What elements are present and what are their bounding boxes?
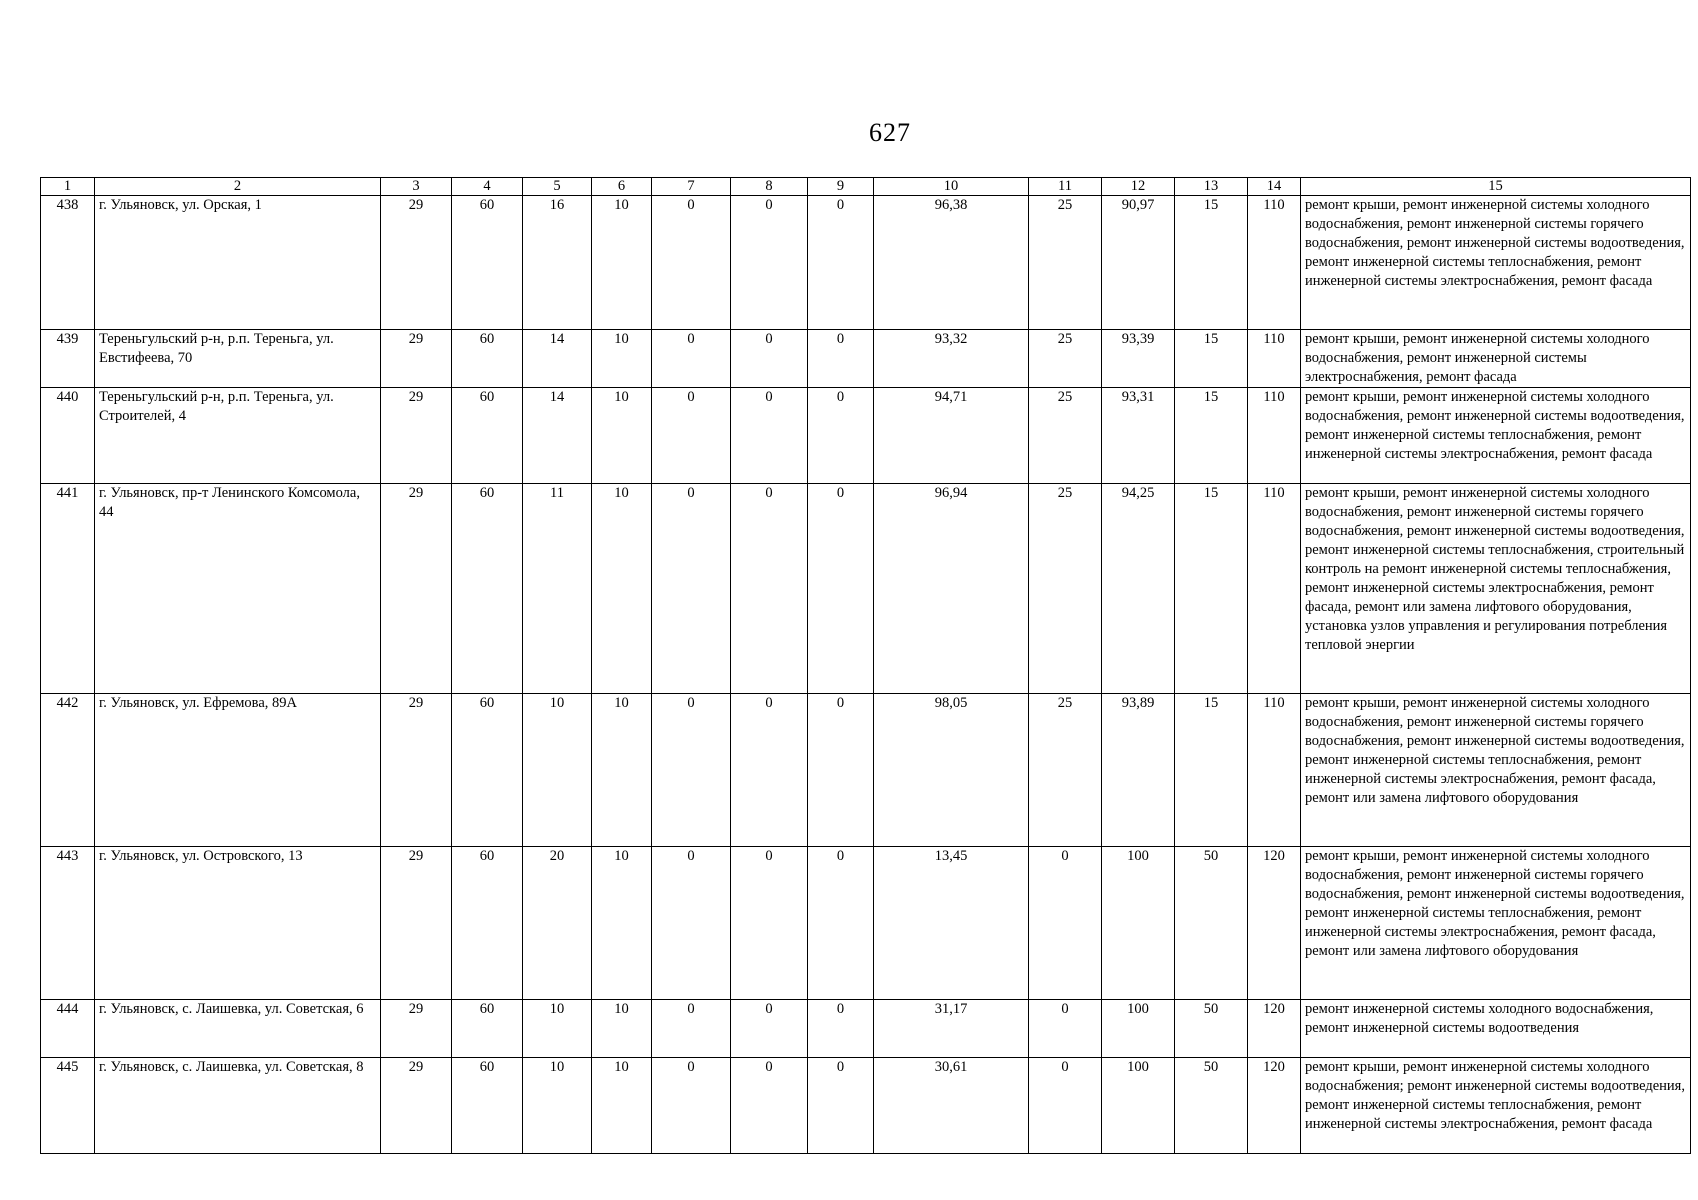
value-cell: 15	[1175, 330, 1248, 388]
value-cell: 100	[1102, 847, 1175, 1000]
value-cell: 110	[1248, 484, 1301, 694]
value-cell: 0	[731, 847, 808, 1000]
value-cell: 29	[381, 694, 452, 847]
works-cell: ремонт крыши, ремонт инженерной системы холодного водоснабжения, ремонт инженерной системы горячего водоснабжения, ремонт инженерной системы водоотведения, ремонт инженерной системы теплоснабжения, ремонт инженерной системы электроснабжения, ремонт фасада, ремонт или замена лифтового оборудования	[1301, 694, 1691, 847]
value-cell: 10	[523, 694, 592, 847]
value-cell: 110	[1248, 196, 1301, 330]
value-cell: 0	[652, 388, 731, 484]
works-cell: ремонт крыши, ремонт инженерной системы холодного водоснабжения, ремонт инженерной системы водоотведения, ремонт инженерной системы теплоснабжения, ремонт инженерной системы электроснабжения, ремонт фасада	[1301, 388, 1691, 484]
works-cell: ремонт крыши, ремонт инженерной системы холодного водоснабжения, ремонт инженерной системы горячего водоснабжения, ремонт инженерной системы водоотведения, ремонт инженерной системы теплоснабжения, строительный контроль на ремонт инженерной системы теплоснабжения, ремонт инженерной системы электроснабжения, ремонт фасада, ремонт или замена лифтового оборудования, установка узлов управления и регулирования потребления тепловой энергии	[1301, 484, 1691, 694]
value-cell: 25	[1029, 196, 1102, 330]
value-cell: 0	[731, 330, 808, 388]
value-cell: 29	[381, 196, 452, 330]
table-header	[41, 178, 1691, 196]
value-cell: 10	[592, 484, 652, 694]
value-cell: 96,38	[874, 196, 1029, 330]
value-cell: 20	[523, 847, 592, 1000]
column-header: 9	[808, 178, 874, 196]
value-cell: 110	[1248, 330, 1301, 388]
value-cell: 10	[592, 847, 652, 1000]
column-header: 11	[1029, 178, 1102, 196]
column-header: 8	[731, 178, 808, 196]
address-cell: г. Ульяновск, ул. Орская, 1	[95, 196, 381, 330]
table-row	[41, 330, 1691, 388]
value-cell: 0	[808, 196, 874, 330]
column-header: 2	[95, 178, 381, 196]
works-cell: ремонт крыши, ремонт инженерной системы холодного водоснабжения, ремонт инженерной системы горячего водоснабжения, ремонт инженерной системы водоотведения, ремонт инженерной системы теплоснабжения, ремонт инженерной системы электроснабжения, ремонт фасада	[1301, 196, 1691, 330]
column-header: 1	[41, 178, 95, 196]
value-cell: 15	[1175, 484, 1248, 694]
value-cell: 10	[523, 1000, 592, 1058]
value-cell: 25	[1029, 330, 1102, 388]
table-row	[41, 694, 1691, 847]
address-cell: Тереньгульский р-н, р.п. Тереньга, ул. Евстифеева, 70	[95, 330, 381, 388]
value-cell: 11	[523, 484, 592, 694]
value-cell: 90,97	[1102, 196, 1175, 330]
value-cell: 120	[1248, 847, 1301, 1000]
value-cell: 93,32	[874, 330, 1029, 388]
value-cell: 0	[731, 694, 808, 847]
value-cell: 0	[808, 694, 874, 847]
address-cell: г. Ульяновск, ул. Островского, 13	[95, 847, 381, 1000]
value-cell: 120	[1248, 1058, 1301, 1154]
value-cell: 25	[1029, 484, 1102, 694]
works-cell: ремонт крыши, ремонт инженерной системы холодного водоснабжения; ремонт инженерной системы водоотведения, ремонт инженерной системы теплоснабжения, ремонт инженерной системы электроснабжения, ремонт фасада	[1301, 1058, 1691, 1154]
value-cell: 0	[652, 196, 731, 330]
value-cell: 60	[452, 1000, 523, 1058]
value-cell: 0	[731, 1058, 808, 1154]
column-header: 7	[652, 178, 731, 196]
value-cell: 0	[652, 1000, 731, 1058]
value-cell: 29	[381, 847, 452, 1000]
row-number: 438	[41, 196, 95, 330]
works-cell: ремонт крыши, ремонт инженерной системы холодного водоснабжения, ремонт инженерной системы электроснабжения, ремонт фасада	[1301, 330, 1691, 388]
column-header: 6	[592, 178, 652, 196]
value-cell: 29	[381, 484, 452, 694]
value-cell: 0	[652, 694, 731, 847]
works-cell: ремонт инженерной системы холодного водоснабжения, ремонт инженерной системы водоотведения	[1301, 1000, 1691, 1058]
value-cell: 14	[523, 388, 592, 484]
value-cell: 0	[652, 1058, 731, 1154]
value-cell: 10	[592, 1058, 652, 1154]
value-cell: 0	[652, 847, 731, 1000]
value-cell: 0	[1029, 1000, 1102, 1058]
address-cell: г. Ульяновск, пр-т Ленинского Комсомола, 44	[95, 484, 381, 694]
value-cell: 0	[1029, 847, 1102, 1000]
column-header: 14	[1248, 178, 1301, 196]
header-row	[41, 178, 1691, 196]
register-table	[40, 177, 1691, 1154]
value-cell: 31,17	[874, 1000, 1029, 1058]
value-cell: 50	[1175, 1000, 1248, 1058]
table-row	[41, 1058, 1691, 1154]
row-number: 441	[41, 484, 95, 694]
address-cell: г. Ульяновск, ул. Ефремова, 89А	[95, 694, 381, 847]
table-row	[41, 1000, 1691, 1058]
address-cell: г. Ульяновск, с. Лаишевка, ул. Советская, 8	[95, 1058, 381, 1154]
column-header: 3	[381, 178, 452, 196]
value-cell: 60	[452, 694, 523, 847]
column-header: 15	[1301, 178, 1691, 196]
value-cell: 98,05	[874, 694, 1029, 847]
value-cell: 0	[1029, 1058, 1102, 1154]
value-cell: 93,39	[1102, 330, 1175, 388]
value-cell: 93,31	[1102, 388, 1175, 484]
value-cell: 0	[808, 388, 874, 484]
value-cell: 10	[592, 1000, 652, 1058]
row-number: 442	[41, 694, 95, 847]
column-header: 10	[874, 178, 1029, 196]
value-cell: 10	[592, 330, 652, 388]
value-cell: 25	[1029, 694, 1102, 847]
address-cell: г. Ульяновск, с. Лаишевка, ул. Советская, 6	[95, 1000, 381, 1058]
value-cell: 0	[652, 484, 731, 694]
value-cell: 15	[1175, 196, 1248, 330]
table-body	[41, 196, 1691, 1154]
value-cell: 94,25	[1102, 484, 1175, 694]
value-cell: 10	[592, 196, 652, 330]
value-cell: 110	[1248, 388, 1301, 484]
value-cell: 30,61	[874, 1058, 1029, 1154]
value-cell: 110	[1248, 694, 1301, 847]
value-cell: 50	[1175, 847, 1248, 1000]
row-number: 445	[41, 1058, 95, 1154]
value-cell: 10	[592, 388, 652, 484]
value-cell: 0	[808, 330, 874, 388]
value-cell: 60	[452, 196, 523, 330]
column-header: 13	[1175, 178, 1248, 196]
value-cell: 0	[652, 330, 731, 388]
value-cell: 0	[731, 388, 808, 484]
row-number: 444	[41, 1000, 95, 1058]
value-cell: 0	[808, 847, 874, 1000]
value-cell: 29	[381, 1058, 452, 1154]
table-row	[41, 847, 1691, 1000]
value-cell: 0	[731, 484, 808, 694]
value-cell: 13,45	[874, 847, 1029, 1000]
row-number: 440	[41, 388, 95, 484]
column-header: 4	[452, 178, 523, 196]
address-cell: Тереньгульский р-н, р.п. Тереньга, ул. Строителей, 4	[95, 388, 381, 484]
value-cell: 100	[1102, 1000, 1175, 1058]
value-cell: 0	[731, 196, 808, 330]
column-header: 5	[523, 178, 592, 196]
value-cell: 10	[592, 694, 652, 847]
table-row	[41, 388, 1691, 484]
value-cell: 10	[523, 1058, 592, 1154]
value-cell: 29	[381, 330, 452, 388]
value-cell: 60	[452, 330, 523, 388]
row-number: 439	[41, 330, 95, 388]
value-cell: 93,89	[1102, 694, 1175, 847]
value-cell: 0	[808, 1058, 874, 1154]
value-cell: 0	[731, 1000, 808, 1058]
value-cell: 50	[1175, 1058, 1248, 1154]
value-cell: 29	[381, 388, 452, 484]
page-number: 627	[869, 118, 911, 147]
value-cell: 0	[808, 484, 874, 694]
value-cell: 14	[523, 330, 592, 388]
value-cell: 100	[1102, 1058, 1175, 1154]
table-row	[41, 484, 1691, 694]
value-cell: 15	[1175, 694, 1248, 847]
column-header: 12	[1102, 178, 1175, 196]
value-cell: 60	[452, 1058, 523, 1154]
value-cell: 15	[1175, 388, 1248, 484]
row-number: 443	[41, 847, 95, 1000]
value-cell: 25	[1029, 388, 1102, 484]
value-cell: 60	[452, 388, 523, 484]
value-cell: 60	[452, 484, 523, 694]
value-cell: 29	[381, 1000, 452, 1058]
value-cell: 60	[452, 847, 523, 1000]
works-cell: ремонт крыши, ремонт инженерной системы холодного водоснабжения, ремонт инженерной системы горячего водоснабжения, ремонт инженерной системы водоотведения, ремонт инженерной системы теплоснабжения, ремонт инженерной системы электроснабжения, ремонт фасада, ремонт или замена лифтового оборудования	[1301, 847, 1691, 1000]
value-cell: 0	[808, 1000, 874, 1058]
value-cell: 94,71	[874, 388, 1029, 484]
table-row	[41, 196, 1691, 330]
value-cell: 16	[523, 196, 592, 330]
value-cell: 120	[1248, 1000, 1301, 1058]
value-cell: 96,94	[874, 484, 1029, 694]
